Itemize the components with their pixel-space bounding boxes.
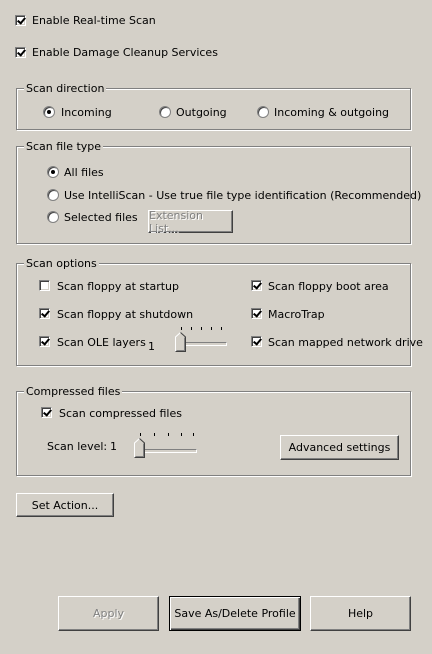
direction-both-label[interactable]: Incoming & outgoing (274, 106, 390, 119)
mapped-drive-label[interactable]: Scan mapped network drive (268, 336, 423, 349)
slider-thumb[interactable] (175, 332, 186, 352)
compressed-files-title: Compressed files (26, 385, 121, 398)
filetype-selected-radio[interactable] (47, 211, 59, 223)
floppy-startup-label[interactable]: Scan floppy at startup (57, 280, 179, 293)
filetype-selected-label[interactable]: Selected files (64, 211, 138, 224)
slider-tick (211, 327, 212, 330)
scan-direction-title: Scan direction (26, 82, 105, 95)
realtime-scan-checkbox[interactable] (15, 15, 26, 26)
slider-tick (154, 433, 155, 436)
direction-outgoing-radio[interactable] (159, 106, 171, 118)
filetype-all-radio[interactable] (47, 166, 59, 178)
scan-level-label: Scan level: (47, 440, 108, 453)
compressed-files-group (16, 391, 411, 476)
scan-compressed-label[interactable]: Scan compressed files (59, 407, 182, 420)
scan-file-type-title: Scan file type (26, 140, 102, 153)
ole-layers-label[interactable]: Scan OLE layers (57, 336, 146, 349)
scan-level-slider[interactable] (131, 429, 201, 459)
ole-layers-level-value: 1 (148, 340, 155, 353)
scan-options-title: Scan options (26, 257, 97, 270)
apply-button[interactable]: Apply (58, 596, 159, 631)
macrotrap-checkbox[interactable] (251, 308, 262, 319)
ole-layers-slider[interactable] (172, 324, 228, 354)
floppy-shutdown-checkbox[interactable] (39, 308, 50, 319)
floppy-boot-checkbox[interactable] (251, 280, 262, 291)
scan-compressed-checkbox[interactable] (41, 407, 52, 418)
direction-both-radio[interactable] (257, 106, 269, 118)
damage-cleanup-checkbox[interactable] (15, 47, 26, 58)
damage-cleanup-label[interactable]: Enable Damage Cleanup Services (32, 46, 218, 59)
slider-tick (191, 327, 192, 330)
direction-incoming-label[interactable]: Incoming (61, 106, 112, 119)
slider-tick (193, 433, 194, 436)
slider-tick (168, 433, 169, 436)
slider-tick (140, 433, 141, 436)
slider-tick (201, 327, 202, 330)
floppy-boot-label[interactable]: Scan floppy boot area (268, 280, 389, 293)
direction-incoming-radio[interactable] (43, 106, 55, 118)
filetype-all-label[interactable]: All files (64, 166, 104, 179)
extension-list-button[interactable]: Extension List... (148, 210, 233, 233)
floppy-shutdown-label[interactable]: Scan floppy at shutdown (57, 308, 194, 321)
ole-layers-checkbox[interactable] (39, 336, 50, 347)
set-action-button[interactable]: Set Action... (16, 493, 114, 517)
mapped-drive-checkbox[interactable] (251, 336, 262, 347)
help-button[interactable]: Help (310, 596, 411, 631)
floppy-startup-checkbox[interactable] (39, 280, 50, 291)
slider-tick (221, 327, 222, 330)
filetype-intelliscan-label[interactable]: Use IntelliScan - Use true file type identification (Recommended) (64, 189, 422, 202)
filetype-intelliscan-radio[interactable] (47, 189, 59, 201)
realtime-scan-label[interactable]: Enable Real-time Scan (32, 14, 156, 27)
macrotrap-label[interactable]: MacroTrap (268, 308, 325, 321)
direction-outgoing-label[interactable]: Outgoing (176, 106, 227, 119)
slider-tick (181, 327, 182, 330)
slider-tick (181, 433, 182, 436)
scan-level-value: 1 (110, 440, 117, 453)
save-delete-profile-button[interactable]: Save As/Delete Profile (169, 596, 301, 631)
advanced-settings-button[interactable]: Advanced settings (280, 435, 399, 460)
slider-thumb[interactable] (134, 438, 145, 458)
